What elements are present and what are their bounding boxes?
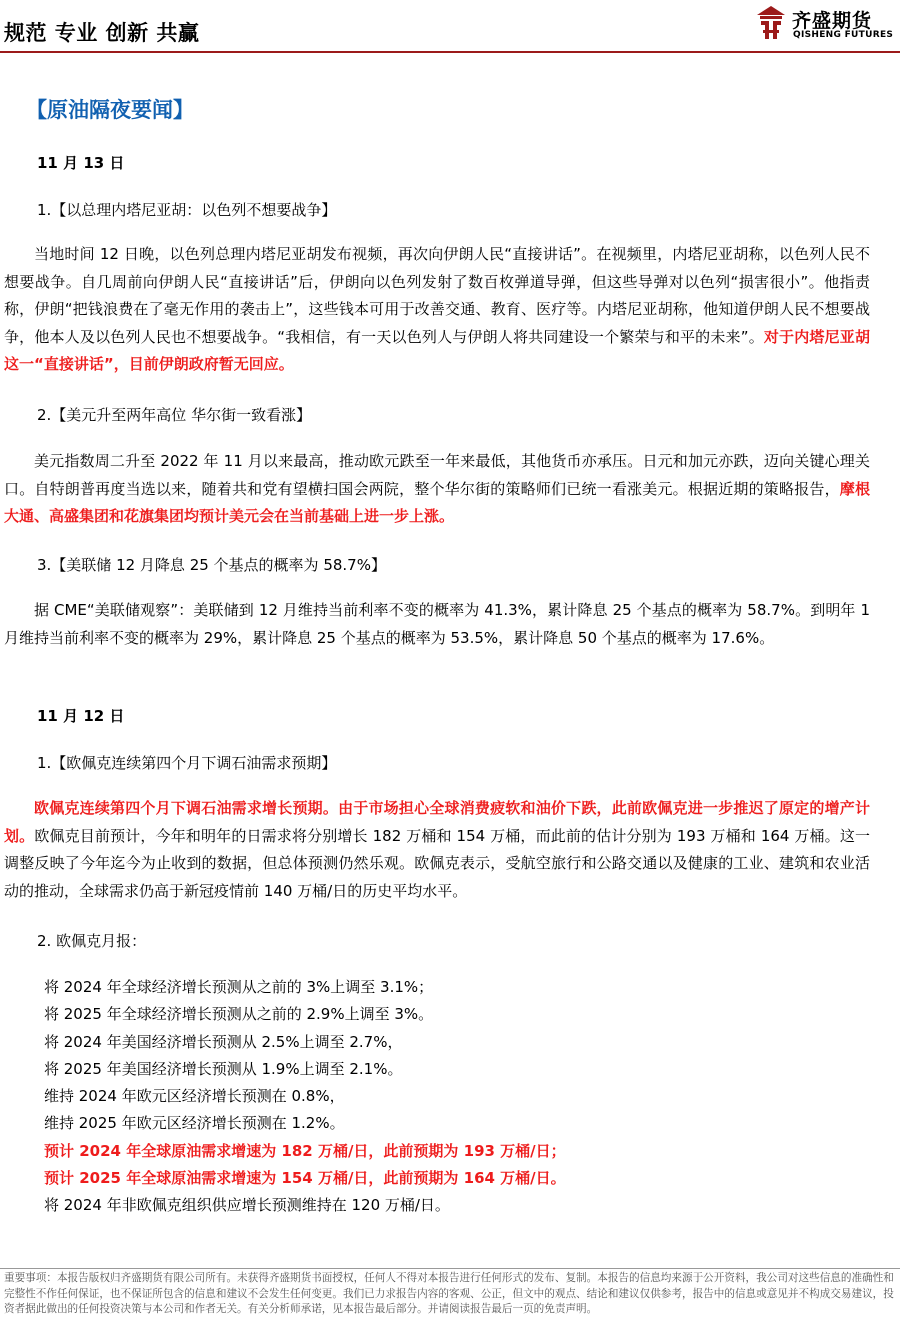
body-text: 美元指数周二升至 2022 年 11 月以来最高，推动欧元跌至一年来最低，其他货币亦承压。日元和加元亦跌，迈向关键心理关口。自特朗普再度当选以来，随着共和党有望横扫国会两院，整个华尔街的策略师们已统一看涨美元。根据近期的策略报告， <box>4 452 870 498</box>
header-slogan: 规范 专业 创新 共赢 <box>4 21 200 45</box>
news-item-title: 1.【欧佩克连续第四个月下调石油需求预期】 <box>37 754 337 772</box>
body-text: 据 CME“美联储观察”：美联储到 12 月维持当前利率不变的概率为 41.3%，累计降息 25 个基点的概率为 58.7%。到明年 1 月维持当前利率不变的概率为 29%，累计降息 25 个基点的概率为 53.5%，累计降息 50 个基点的概率为 17.6%。 <box>4 601 870 647</box>
list-item: 维持 2024 年欧元区经济增长预测在 0.8%， <box>44 1087 345 1106</box>
list-item: 将 2025 年全球经济增长预测从之前的 2.9%上调至 3%。 <box>44 1005 434 1024</box>
news-item-title: 3.【美联储 12 月降息 25 个基点的概率为 58.7%】 <box>37 556 386 574</box>
footer-divider <box>0 1268 900 1269</box>
news-item-title: 2. 欧佩克月报： <box>37 932 147 950</box>
news-item-body <box>4 795 870 905</box>
body-text: 欧佩克目前预计，今年和明年的日需求将分别增长 182 万桶和 154 万桶，而此前的估计分别为 193 万桶和 164 万桶。这一调整反映了今年迄今为止收到的数据，但总体预测仍然乐观。欧佩克表示，受航空旅行和公路交通以及健康的工业、建筑和农业活动的推动，全球需求仍高于新冠疫情前 140 万桶/日的历史平均水平。 <box>4 826 870 900</box>
opec-report-list <box>44 974 566 1220</box>
logo-name-en: QISHENG FUTURES <box>793 30 894 40</box>
disclaimer-footer: 重要事项：本报告版权归齐盛期货有限公司所有。未获得齐盛期货书面授权，任何人不得对本报告进行任何形式的发布、复制。本报告的信息均来源于公开资料，我公司对这些信息的准确性和完整性不作任何保证，也不保证所包含的信息和建议不会发生任何变更。我们已力求报告内容的客观、公正，但文中的观点、结论和建议仅供参考，报告中的信息或意见并不构成交易建议，投资者据此做出的任何投资决策与本公司和作者无关。有关分析师承诺，见本报告最后部分。并请阅读报告最后一页的免责声明。 <box>4 1272 894 1315</box>
body-highlight: 摩根大通、高盛集团和花旗集团均预计美元会在当前基础上进一步上涨。 <box>4 479 870 525</box>
news-item-title: 1.【以总理内塔尼亚胡：以色列不想要战争】 <box>37 201 337 219</box>
news-item-body <box>4 597 870 652</box>
list-item: 将 2025 年美国经济增长预测从 1.9%上调至 2.1%。 <box>44 1059 403 1078</box>
section-title: 【原油隔夜要闻】 <box>26 98 194 122</box>
list-item: 将 2024 年美国经济增长预测从 2.5%上调至 2.7%， <box>44 1032 403 1051</box>
news-item-body <box>4 448 870 531</box>
qisheng-logo-icon <box>752 4 790 42</box>
date-heading: 11 月 13 日 <box>37 154 125 172</box>
list-item-highlight: 预计 2025 年全球原油需求增速为 154 万桶/日，此前预期为 164 万桶/日。 <box>44 1169 566 1188</box>
date-heading: 11 月 12 日 <box>37 707 125 725</box>
header-divider <box>0 51 900 53</box>
body-highlight: 对于内塔尼亚胡这一“直接讲话”，目前伊朗政府暂无回应。 <box>4 327 870 373</box>
page-header <box>0 0 900 50</box>
news-item-body <box>4 241 870 379</box>
news-item-title: 2.【美元升至两年高位 华尔街一致看涨】 <box>37 406 312 424</box>
list-item: 维持 2025 年欧元区经济增长预测在 1.2%。 <box>44 1114 345 1133</box>
list-item: 将 2024 年全球经济增长预测从之前的 3%上调至 3.1%； <box>44 978 434 996</box>
logo-name-cn: 齐盛期货 <box>792 10 873 32</box>
body-text: 当地时间 12 日晚，以色列总理内塔尼亚胡发布视频，再次向伊朗人民“直接讲话”。在视频里，内塔尼亚胡称，以色列人民不想要战争。自几周前向伊朗人民“直接讲话”后，伊朗向以色列发射了数百枚弹道导弹，但这些导弹对以色列“损害很小”。他指责称，伊朗“把钱浪费在了毫无作用的袭击上”，这些钱本可用于改善交通、教育、医疗等。内塔尼亚胡称，他知道伊朗人民不想要战争，他本人及以色列人民也不想要战争。“我相信，有一天以色列人与伊朗人将共同建设一个繁荣与和平的未来”。 <box>4 245 870 346</box>
company-logo <box>752 4 897 44</box>
list-item: 将 2024 年非欧佩克组织供应增长预测维持在 120 万桶/日。 <box>44 1196 450 1215</box>
body-highlight: 欧佩克连续第四个月下调石油需求增长预期。由于市场担心全球消费疲软和油价下跌，此前欧佩克进一步推迟了原定的增产计划。 <box>4 799 870 845</box>
list-item-highlight: 预计 2024 年全球原油需求增速为 182 万桶/日，此前预期为 193 万桶/日； <box>44 1141 566 1160</box>
